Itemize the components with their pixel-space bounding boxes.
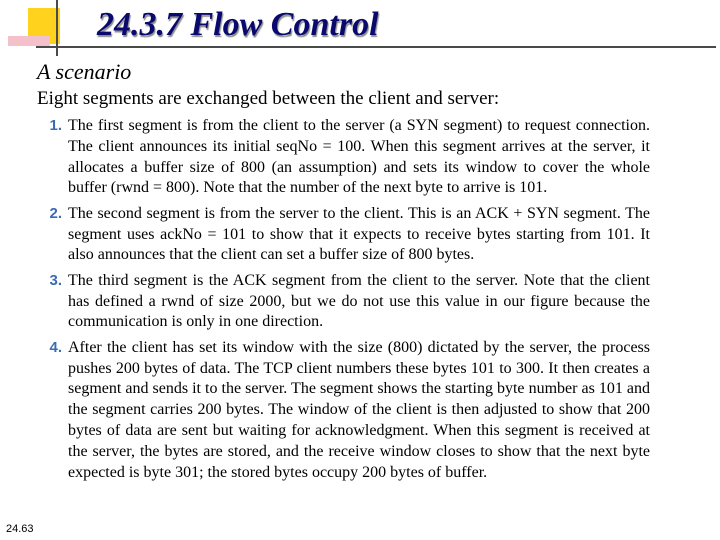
slide-number: 24.63 (6, 523, 34, 535)
item-text: The third segment is the ACK segment from the client to the server. Note that the client has defined a rwnd of size 2000, but we do not use this value in our figure because the communication is only in one direction. (68, 271, 650, 331)
slide-title: 24.3.7 Flow Control (97, 6, 379, 43)
item-text: After the client has set its window with the size (800) dictated by the server, the process pushes 200 bytes of data. The TCP client numbers these bytes 101 to 300. It then creates a segment and sends it to the server. The segment shows the starting byte number as 101 and the segment carries 200 bytes. The window of the client is then adjusted to show that 200 bytes of data are sent but waiting for acknowledgment. When this segment is received at the server, the bytes are stored, and the receive window closes to show that the next byte expected is byte 301; the stored bytes occupy 200 bytes of buffer. (68, 338, 650, 481)
list-item (36, 271, 650, 333)
list-item (36, 338, 650, 484)
item-text: The second segment is from the server to the client. This is an ACK + SYN segment. The segment uses ackNo = 101 to show that it expects to receive bytes starting from 101. It also announces that the client can set a buffer size of 800 bytes. (68, 204, 650, 264)
item-number: 4. (49, 338, 62, 356)
decor-horizontal-rule (36, 46, 716, 48)
item-number: 3. (49, 271, 62, 289)
segment-list (36, 116, 650, 488)
decor-pink-bar (8, 36, 50, 46)
list-item (36, 116, 650, 199)
intro-text: Eight segments are exchanged between the client and server: (37, 88, 500, 109)
subheading: A scenario (37, 59, 132, 84)
item-number: 1. (49, 117, 62, 134)
list-item (36, 204, 650, 266)
item-text: The first segment is from the client to the server (a SYN segment) to request connection. The client announces its initial seqNo = 100. When this segment arrives at the server, it allocates a buffer size of 800 (an assumption) and sets its window to cover the whole buffer (rwnd = 800). Note that the number of the next byte to arrive is 101. (68, 117, 650, 197)
item-number: 2. (49, 204, 62, 222)
